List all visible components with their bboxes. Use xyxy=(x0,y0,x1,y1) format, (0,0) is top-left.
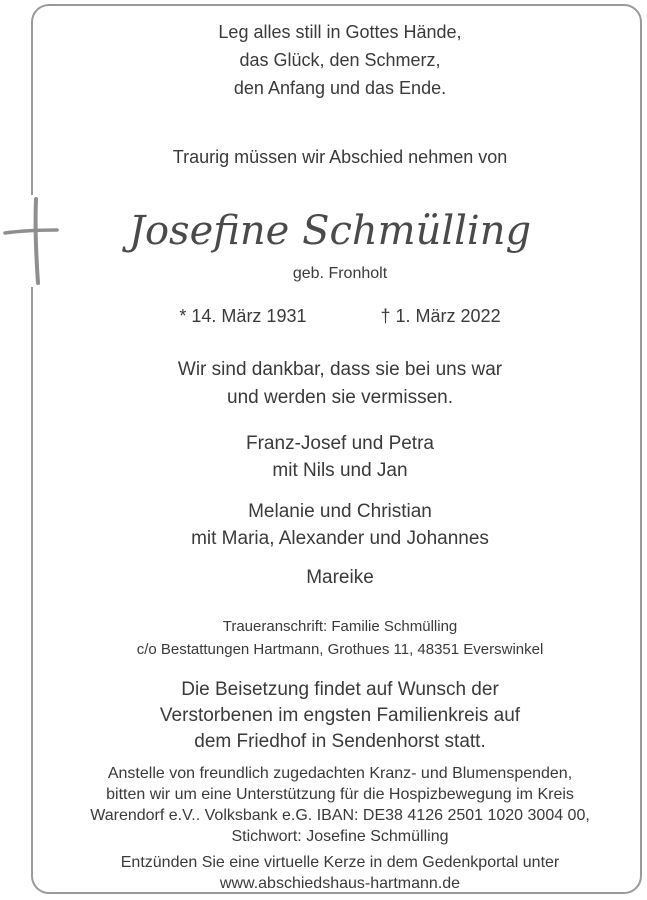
family-line: Melanie und Christian xyxy=(248,501,432,522)
portal-line: Entzünden Sie eine virtuelle Kerze in dem Gedenkportal unter xyxy=(120,854,560,871)
address-line: c/o Bestattungen Hartmann, Grothues 11, 48351 Everswinkel xyxy=(136,641,544,658)
intro-text: Traurig müssen wir Abschied nehmen von xyxy=(172,147,508,167)
address-line: Traueranschrift: Familie Schmülling xyxy=(222,618,458,635)
donation-line: bitten wir um eine Unterstützung für die Hospizbewegung im Kreis xyxy=(106,786,574,803)
donation-line: Warendorf e.V.. Volksbank e.G. IBAN: DE38 4126 2501 1020 3004 00, xyxy=(90,807,590,824)
donation-line: Stichwort: Josefine Schmülling xyxy=(231,828,449,845)
gratitude-line: und werden sie vermissen. xyxy=(227,387,453,408)
gratitude-line: Wir sind dankbar, dass sie bei uns war xyxy=(177,359,503,380)
family-line: Mareike xyxy=(306,567,374,588)
maiden-name: geb. Fronholt xyxy=(292,265,388,282)
verse-line: den Anfang und das Ende. xyxy=(233,78,447,98)
verse-line: Leg alles still in Gottes Hände, xyxy=(218,22,462,42)
family-line: mit Nils und Jan xyxy=(272,460,408,481)
funeral-line: dem Friedhof in Sendenhorst statt. xyxy=(194,731,486,752)
family-line: Franz-Josef und Petra xyxy=(246,433,434,454)
svg-text:Josefine Schmülling: Josefine Schmülling xyxy=(128,208,532,254)
funeral-line: Die Beisetzung findet auf Wunsch der xyxy=(181,679,499,700)
verse-line: das Glück, den Schmerz, xyxy=(239,50,441,70)
death-date: † 1. März 2022 xyxy=(380,306,501,326)
deceased-name xyxy=(120,196,540,266)
funeral-line: Verstorbenen im engsten Familienkreis auf xyxy=(159,705,521,726)
birth-date: * 14. März 1931 xyxy=(179,306,307,326)
donation-line: Anstelle von freundlich zugedachten Kranz- und Blumenspenden, xyxy=(107,765,573,782)
life-dates xyxy=(40,304,640,328)
family-line: mit Maria, Alexander und Johannes xyxy=(191,528,489,549)
portal-url[interactable]: www.abschiedshaus-hartmann.de xyxy=(219,875,461,892)
